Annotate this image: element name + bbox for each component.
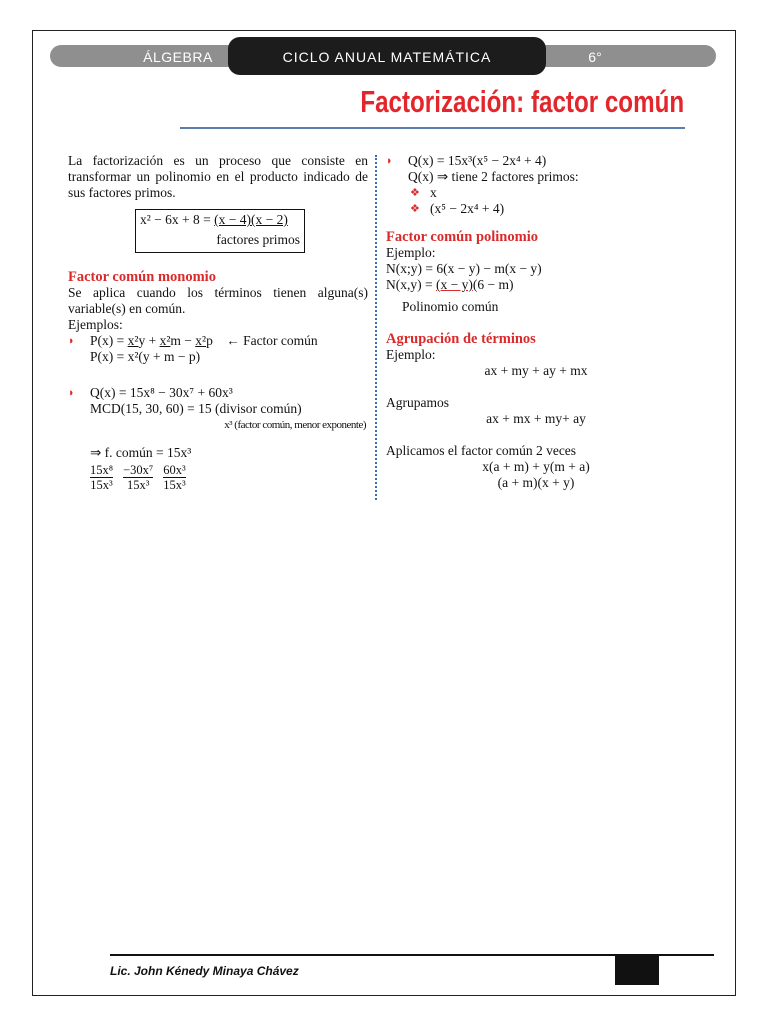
header-course: CICLO ANUAL MATEMÁTICA (228, 37, 546, 75)
ex1-result: P(x) = x²(y + m − p) (90, 349, 201, 364)
agrupacion-expression-2: ax + mx + my+ ay (486, 411, 586, 426)
aplicamos-label: Aplicamos el factor común 2 veces (386, 443, 577, 458)
box-equation (140, 212, 300, 228)
title-underline (180, 127, 685, 129)
agrupamos-label: Agrupamos (386, 395, 449, 410)
fraction-row (68, 463, 368, 492)
q-line2: Q(x) ⇒ tiene 2 factores primos: (408, 169, 579, 184)
section-heading-agrupacion: Agrupación de términos (386, 331, 536, 347)
ex2-line3: x³ (factor común, menor exponente) (224, 419, 366, 431)
fraction-2: $\frac{\text{−30x⁷}}{\text{15x³}}$ (123, 463, 154, 492)
factorization-box (135, 209, 305, 253)
intro-paragraph: La factorización es un proceso que consiste en transformar un polinomio en el producto indicado de sus factores primos. (68, 153, 368, 200)
left-column (68, 153, 368, 492)
ex2-line4: ⇒ f. común = 15x³ (90, 445, 192, 460)
polinomio-line1: N(x;y) = 6(x − y) − m(x − y) (386, 261, 542, 276)
box-lhs: x² − 6x + 8 = (140, 212, 215, 227)
diamond-bullet-icon: ❖ (410, 203, 420, 215)
footer-author: Lic. John Kénedy Minaya Chávez (110, 964, 299, 978)
ex1-term3: x² (195, 333, 207, 348)
header-subject: ÁLGEBRA (143, 49, 213, 65)
ex1-term2b: m − (170, 333, 196, 348)
diamond-bullet-icon: ❖ (410, 187, 420, 199)
right-column (386, 153, 686, 491)
fraction-1: $\frac{\text{15x⁸}}{\text{15x³}}$ (90, 463, 114, 492)
bullet-icon: ◗ (68, 335, 75, 347)
ex1-term1b: y + (138, 333, 160, 348)
agrupacion-example-label: Ejemplo: (386, 347, 436, 362)
common-polynomial: (x − y) (435, 277, 473, 292)
section-heading-monomio: Factor común monomio (68, 269, 216, 285)
agrupacion-step-2: (a + m)(x + y) (497, 475, 575, 490)
examples-label: Ejemplos: (68, 317, 123, 332)
polinomio-line2: N(x,y) = (x − y)(6 − m) (386, 277, 514, 292)
ex2-line1: Q(x) = 15x⁸ − 30x⁷ + 60x³ (90, 385, 233, 400)
bullet-icon: ◗ (386, 155, 393, 167)
ex1-lhs: P(x) = (90, 333, 128, 348)
section-heading-polinomio: Factor común polinomio (386, 229, 538, 245)
page-title: Factorización: factor común (360, 84, 684, 119)
example-1 (68, 333, 368, 349)
ex1-term2: x² (159, 333, 171, 348)
ex1-arrow-label: ← Factor común (226, 333, 318, 348)
q-line1: ◗ Q(x) = 15x³(x⁵ − 2x⁴ + 4) (386, 153, 547, 168)
prime-factor-2: ❖ (x⁵ − 2x⁴ + 4) (410, 201, 505, 216)
polinomio-caption: Polinomio común (402, 299, 499, 314)
polinomio-example-label: Ejemplo: (386, 245, 436, 260)
agrupacion-step-1: x(a + m) + y(m + a) (482, 459, 590, 474)
header-grade: 6° (588, 49, 602, 65)
page-number-box (615, 955, 659, 985)
box-rhs: (x − 4)(x − 2) (214, 212, 288, 227)
agrupacion-expression: ax + my + ay + mx (484, 363, 588, 378)
box-caption: factores primos (216, 232, 300, 247)
bullet-icon: ◗ (68, 387, 75, 399)
column-divider (375, 155, 377, 500)
example-2 (68, 385, 368, 401)
fraction-3: $\frac{\text{60x³}}{\text{15x³}}$ (163, 463, 186, 492)
ex2-line2: MCD(15, 30, 60) = 15 (divisor común) (90, 401, 302, 416)
ex1-term1: x² (127, 333, 139, 348)
monomio-description: Se aplica cuando los términos tienen alguna(s) variable(s) en común. (68, 285, 368, 316)
ex1-term3b: p (206, 333, 213, 348)
prime-factor-1: ❖ x (410, 185, 437, 200)
